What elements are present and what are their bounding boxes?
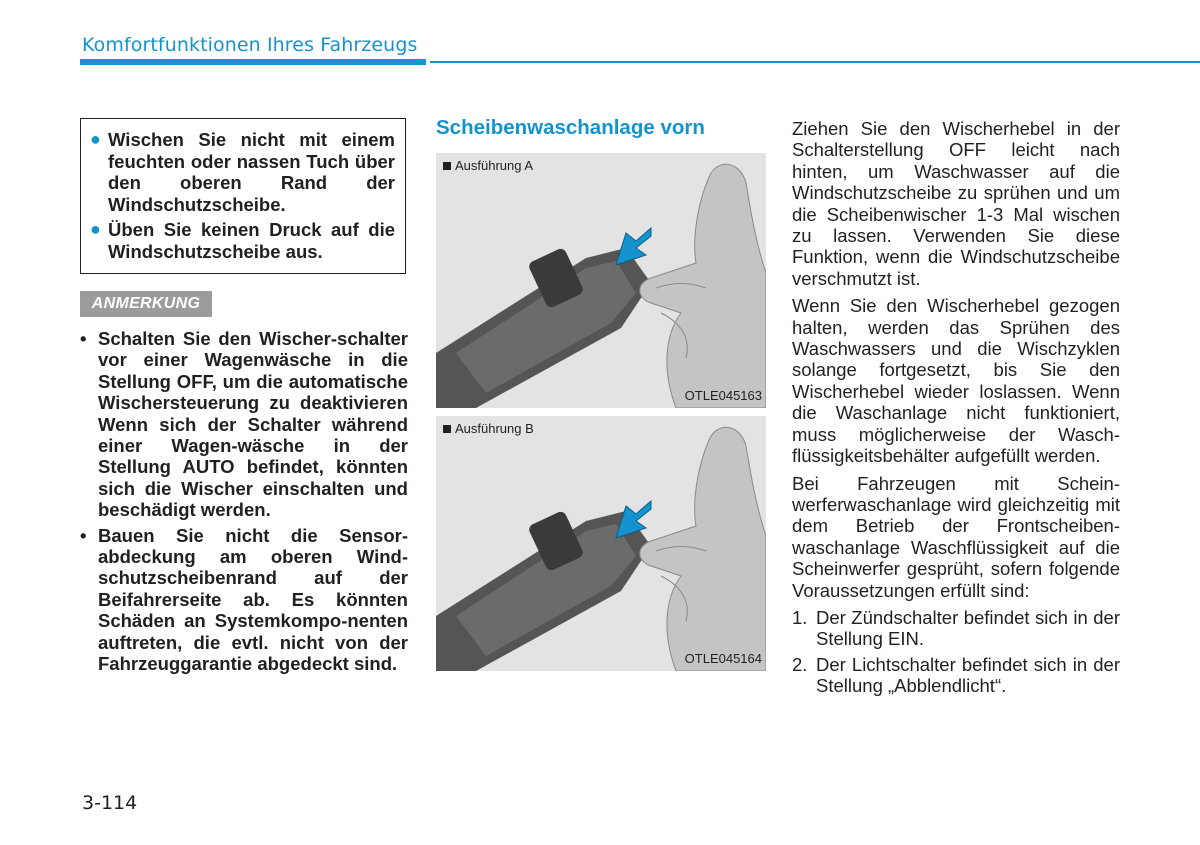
warning-text: Wischen Sie nicht mit einem feuchten oder nassen Tuch über den oberen Rand der Windschutzscheibe.	[108, 129, 395, 215]
note-item	[80, 525, 408, 675]
note-text: Schalten Sie den Wischer-schalter vor einer Wagenwäsche in die Stellung OFF, um die automatische Wischersteuerung zu deaktivieren Wenn sich der Schalter während einer Wagen-wäsche in der Stellung AUTO befindet, könnten sich die Wischer einschalten und beschädigt werden.	[98, 328, 408, 521]
figure-label-text: Ausführung B	[455, 421, 534, 436]
header-rule-thick	[80, 59, 426, 65]
bullet-icon: ●	[90, 129, 101, 149]
square-bullet-icon	[443, 425, 451, 433]
section-header-title: Komfortfunktionen Ihres Fahrzeugs	[82, 34, 418, 56]
item-number: 2.	[792, 653, 808, 675]
note-label: ANMERKUNG	[80, 291, 212, 317]
item-text: Der Zündschalter befindet sich in der Stellung EIN.	[816, 606, 1120, 650]
figure-code: OTLE045163	[684, 388, 762, 403]
warning-text: Üben Sie keinen Druck auf die Windschutzscheibe aus.	[108, 219, 395, 262]
figure-label-text: Ausführung A	[455, 158, 534, 173]
section-title: Scheibenwaschanlage vorn	[436, 116, 705, 139]
numbered-item	[792, 607, 1120, 650]
bullet-icon: ●	[90, 219, 101, 239]
figure-label	[443, 158, 533, 173]
body-paragraph: Wenn Sie den Wischerhebel gezogen halten, werden das Sprühen des Waschwassers und die Wischzyklen solange fortgesetzt, bis Sie den Wischerhebel wieder loslassen. Wenn die Waschanlage nicht funktioniert, muss möglicherweise der Wasch-flüssigkeitsbehälter aufgefüllt werden.	[792, 295, 1120, 467]
bullet-icon: •	[80, 328, 87, 349]
page-number: 3-114	[82, 792, 138, 814]
numbered-item	[792, 654, 1120, 697]
figure-label	[443, 421, 534, 436]
figure-code: OTLE045164	[684, 651, 762, 666]
note-list	[80, 328, 408, 679]
header-rule-thin	[430, 61, 1200, 63]
wiper-lever-illustration	[436, 416, 766, 671]
warning-item	[90, 129, 395, 215]
figure-version-a	[436, 153, 766, 408]
note-item	[80, 328, 408, 521]
item-number: 1.	[792, 606, 808, 628]
warning-box	[80, 118, 406, 274]
item-text: Der Lichtschalter befindet sich in der Stellung „Abblendlicht“.	[816, 653, 1120, 697]
body-paragraph: Bei Fahrzeugen mit Schein-werferwaschanlage wird gleichzeitig mit dem Betrieb der Frontscheiben-waschanlage Waschflüssigkeit auf die Scheinwerfer gesprüht, sofern folgende Voraussetzungen erfüllt sind:	[792, 472, 1120, 601]
body-paragraph: Ziehen Sie den Wischerhebel in der Schalterstellung OFF leicht nach hinten, um Waschwasser auf die Windschutzscheibe zu sprühen und um die Scheibenwischer 1-3 Mal wischen zu lassen. Verwenden Sie diese Funktion, wenn die Windschutzscheibe verschmutzt ist.	[792, 118, 1120, 289]
square-bullet-icon	[443, 162, 451, 170]
body-text	[792, 118, 1120, 701]
bullet-icon: •	[80, 524, 87, 546]
warning-item	[90, 219, 395, 262]
note-text: Bauen Sie nicht die Sensor-abdeckung am oberen Wind-schutzscheibenrand auf der Beifahrerseite ab. Es könnten Schäden an Systemkompo-nenten auftreten, die evtl. nicht von der Fahrzeuggarantie abgedeckt sind.	[98, 524, 408, 675]
figure-version-b	[436, 416, 766, 671]
wiper-lever-illustration	[436, 153, 766, 408]
